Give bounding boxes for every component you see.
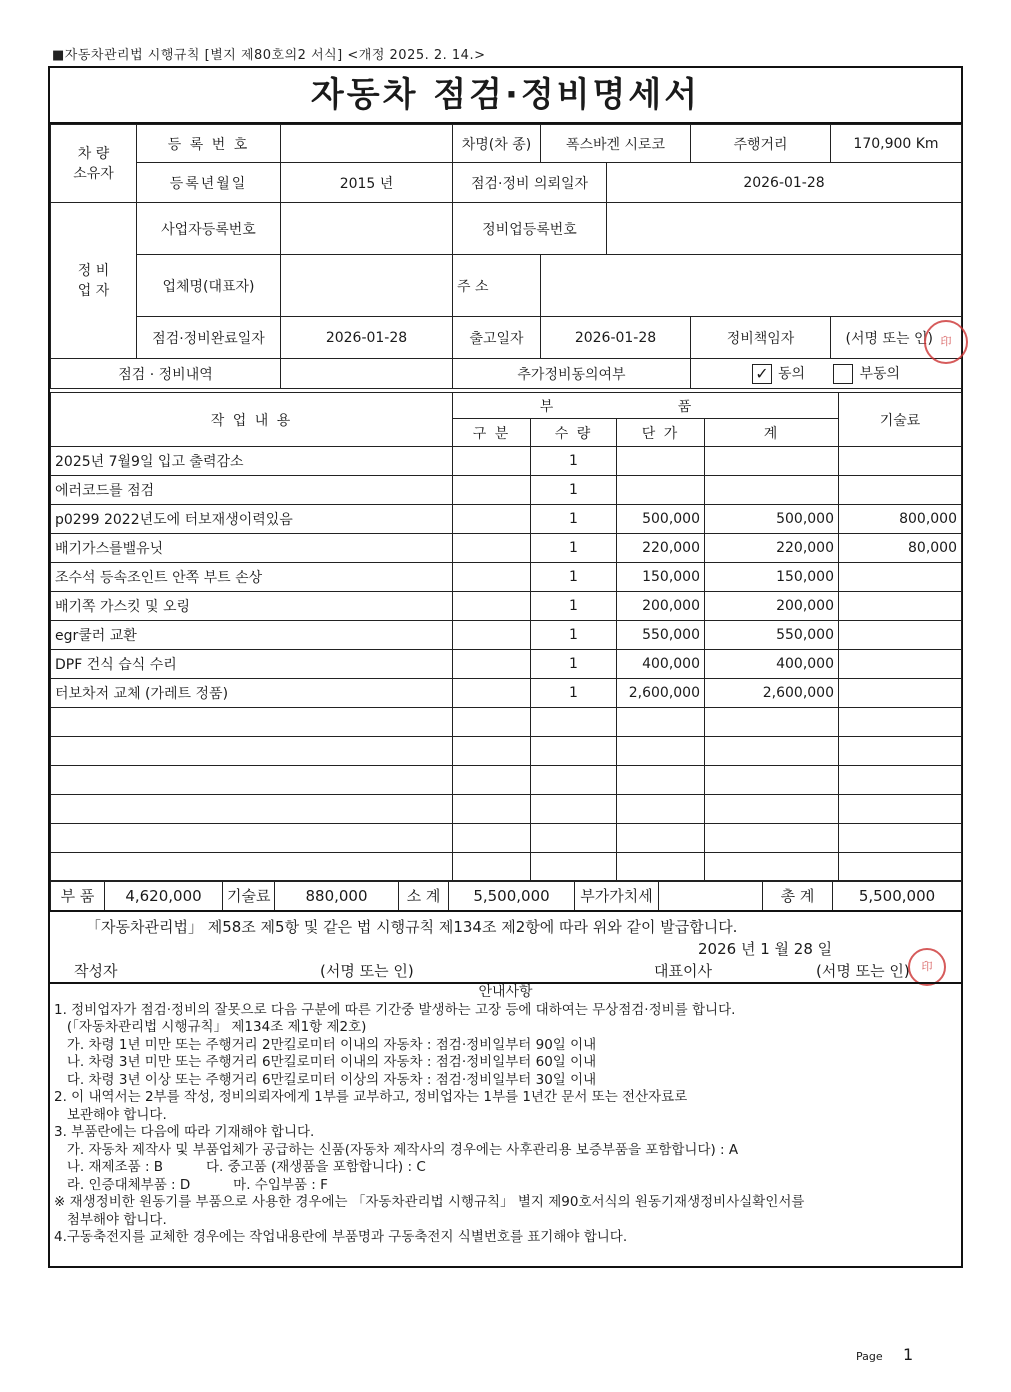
labor-cell [839,824,962,853]
qty-cell [531,766,617,795]
vat-value [659,881,763,911]
table-row [51,621,962,650]
unit-cell: 2,600,000 [617,679,705,708]
notice-line: 가. 차령 1년 미만 또는 주행거리 2만킬로미터 이내의 자동차 : 점검·정비일부터 90일 이내 [54,1036,597,1053]
notice-line: 나. 재제조품 : B 다. 중고품 (재생품을 포함합니다) : C [54,1159,426,1175]
table-row [51,679,962,708]
total-cell [705,476,839,505]
table-row [51,650,962,679]
qty-cell: 1 [531,621,617,650]
type-cell [453,853,531,882]
notice-line: ※ 재생정비한 원동기를 부품으로 사용한 경우에는 「자동차관리법 시행규칙」 별지 제90호서식의 원동기재생정비사실확인서를 [54,1194,805,1210]
complete-date-label: 점검·정비완료일자 [137,317,281,359]
subtotal-label: 소 계 [399,881,449,911]
total-cell: 550,000 [705,621,839,650]
total-cell [705,708,839,737]
parts-header: 부 품 [453,393,839,419]
unit-cell [617,447,705,476]
col-unit: 단 가 [617,419,705,447]
unit-cell: 220,000 [617,534,705,563]
author-label: 작성자 [74,962,118,980]
total-cell [705,824,839,853]
work-cell: 배기쪽 가스킷 및 오링 [51,592,453,621]
address-value [541,255,962,317]
address-label: 주 소 [453,255,541,317]
work-cell: 터보차저 교체 (가레트 정품) [51,679,453,708]
qty-cell: 1 [531,563,617,592]
work-cell [51,853,453,882]
disagree-label: 부동의 [859,366,901,382]
shop-reg-label: 정비업등록번호 [453,203,607,255]
type-cell [453,592,531,621]
notice-lines [50,1002,961,1247]
qty-cell [531,824,617,853]
labor-cell [839,563,962,592]
consent-label: 추가정비동의여부 [453,359,691,389]
work-cell [51,737,453,766]
reg-no-value [281,125,453,163]
work-cell [51,795,453,824]
work-cell [51,824,453,853]
qty-cell [531,708,617,737]
labor-total-value: 880,000 [275,881,399,911]
agree-checkbox[interactable]: ✓ [752,364,772,384]
notice-line: 나. 차령 3년 미만 또는 주행거리 6만킬로미터 이내의 자동차 : 점검·정비일부터 60일 이내 [54,1054,597,1070]
vat-label: 부가가치세 [575,881,659,911]
form-header: ■자동차관리법 시행규칙 [별지 제80호의2 서식] <개정 2025. 2. 14.> [52,48,486,63]
total-cell: 500,000 [705,505,839,534]
work-cell: 에러코드를 점검 [51,476,453,505]
reg-no-label: 등 록 번 호 [137,125,281,163]
labor-cell [839,679,962,708]
work-rows [51,447,962,882]
type-cell [453,824,531,853]
type-cell [453,766,531,795]
biz-no-value [281,203,453,255]
qty-cell: 1 [531,447,617,476]
responsible-label: 정비책임자 [691,317,831,359]
col-type: 구 분 [453,419,531,447]
labor-header: 기술료 [839,393,962,447]
unit-cell: 550,000 [617,621,705,650]
labor-cell [839,650,962,679]
notice-title: 안내사항 [478,984,533,1000]
rep-sign: (서명 또는 인) [816,962,910,980]
notice-line: 다. 차령 3년 이상 또는 주행거리 6만킬로미터 이상의 자동차 : 점검·정비일부터 30일 이내 [54,1071,597,1088]
table-row [51,563,962,592]
unit-cell: 500,000 [617,505,705,534]
parts-total-value: 4,620,000 [105,881,223,911]
shop-reg-value [607,203,962,255]
type-cell [453,737,531,766]
work-cell: 2025년 7월9일 입고 출력감소 [51,447,453,476]
labor-cell [839,737,962,766]
totals-table [50,880,962,911]
total-cell: 400,000 [705,650,839,679]
notice-line: 4.구동축전지를 교체한 경우에는 작업내용란에 부품명과 구동축전지 식별번호를 표기해야 합니다. [54,1229,628,1245]
total-cell [705,795,839,824]
table-row [51,795,962,824]
table-row [51,505,962,534]
complete-date-value: 2026-01-28 [281,317,453,359]
company-value [281,255,453,317]
qty-cell: 1 [531,679,617,708]
type-cell [453,447,531,476]
unit-cell: 400,000 [617,650,705,679]
issue-date: 2026 년 1 월 28 일 [698,940,833,958]
type-cell [453,795,531,824]
notice-line: 보관해야 합니다. [54,1106,167,1123]
unit-cell [617,853,705,882]
work-cell [51,708,453,737]
work-cell: egr쿨러 교환 [51,621,453,650]
labor-cell [839,766,962,795]
reg-date-value: 2015 년 [281,163,453,203]
responsible-sign: (서명 또는 인) [831,317,962,359]
rep-stamp: 印 [908,948,946,986]
labor-cell [839,853,962,882]
car-name-label: 차명(차 종) [453,125,541,163]
type-cell [453,476,531,505]
notice-line: 1. 정비업자가 점검·정비의 잘못으로 다음 구분에 따른 기간중 발생하는 고장 등에 대하여는 무상점검·정비를 합니다. [54,1001,736,1018]
qty-cell: 1 [531,476,617,505]
labor-cell [839,476,962,505]
notice-line: 2. 이 내역서는 2부를 작성, 정비의뢰자에게 1부를 교부하고, 정비업자는 1부를 1년간 문서 또는 전산자료로 [54,1089,688,1105]
type-cell [453,650,531,679]
table-row [51,534,962,563]
work-cell: DPF 건식 습식 수리 [51,650,453,679]
notice-line: 라. 인증대체부품 : D 마. 수입부품 : F [54,1176,328,1193]
grand-total-value: 5,500,000 [833,881,962,911]
agree-label: 동의 [777,366,806,382]
total-cell: 2,600,000 [705,679,839,708]
grand-total-label: 총 계 [763,881,833,911]
info-table [50,124,962,389]
unit-cell: 200,000 [617,592,705,621]
qty-cell: 1 [531,592,617,621]
table-row [51,447,962,476]
total-cell: 220,000 [705,534,839,563]
page-number: 1 [903,1345,914,1364]
notice-line: (「자동차관리법 시행규칙」 제134조 제1항 제2호) [54,1019,367,1035]
mileage-value: 170,900 Km [831,125,962,163]
owner-label: 차 량 소유자 [51,125,137,203]
type-cell [453,708,531,737]
notice-line: 3. 부품란에는 다음에 따라 기재해야 합니다. [54,1124,315,1140]
qty-cell [531,853,617,882]
labor-total-label: 기술료 [223,881,275,911]
reg-date-label: 등록년월일 [137,163,281,203]
work-cell [51,766,453,795]
labor-cell [839,708,962,737]
table-row [51,592,962,621]
work-cell: 배기가스를밸유닛 [51,534,453,563]
release-date-value: 2026-01-28 [541,317,691,359]
biz-no-label: 사업자등록번호 [137,203,281,255]
total-cell [705,447,839,476]
form-container [48,66,963,1268]
col-qty: 수 량 [531,419,617,447]
qty-cell [531,737,617,766]
page-label: Page [856,1350,883,1363]
total-cell [705,853,839,882]
table-row [51,853,962,882]
notice-line: 첨부해야 합니다. [54,1211,167,1228]
request-date-label: 점검·정비 의뢰일자 [453,163,607,203]
company-label: 업체명(대표자) [137,255,281,317]
table-row [51,824,962,853]
author-sign: (서명 또는 인) [320,962,414,980]
qty-cell: 1 [531,505,617,534]
unit-cell [617,766,705,795]
unit-cell [617,795,705,824]
form-title: 자동차 점검·정비명세서 [50,68,961,124]
type-cell [453,621,531,650]
table-row [51,476,962,505]
type-cell [453,563,531,592]
consent-options [691,359,962,389]
total-cell: 200,000 [705,592,839,621]
labor-cell [839,447,962,476]
parts-total-label: 부 품 [51,881,105,911]
mileage-label: 주행거리 [691,125,831,163]
unit-cell: 150,000 [617,563,705,592]
type-cell [453,679,531,708]
unit-cell [617,737,705,766]
notice-line: 가. 자동차 제작사 및 부품업체가 공급하는 신품(자동차 제작사의 경우에는 사후관리용 보증부품을 포함합니다) : A [54,1141,739,1158]
unit-cell [617,708,705,737]
shop-stamp: 印 [924,320,968,364]
work-table [50,392,962,882]
work-cell: p0299 2022년도에 터보재생이력있음 [51,505,453,534]
disagree-checkbox[interactable] [833,364,853,384]
col-total: 계 [705,419,839,447]
subtotal-value: 5,500,000 [449,881,575,911]
qty-cell: 1 [531,650,617,679]
request-date-value: 2026-01-28 [607,163,962,203]
labor-cell: 80,000 [839,534,962,563]
release-date-label: 출고일자 [453,317,541,359]
labor-cell [839,592,962,621]
labor-cell: 800,000 [839,505,962,534]
total-cell: 150,000 [705,563,839,592]
unit-cell [617,476,705,505]
total-cell [705,766,839,795]
table-row [51,766,962,795]
details-label: 점검 · 정비내역 [51,359,281,389]
legal-statement: 「자동차관리법」 제58조 제5항 및 같은 법 시행규칙 제134조 제2항에 따라 위와 같이 발급합니다. [86,918,738,936]
qty-cell [531,795,617,824]
unit-cell [617,824,705,853]
labor-cell [839,621,962,650]
work-header: 작 업 내 용 [51,393,453,447]
shop-label: 정 비 업 자 [51,203,137,359]
qty-cell: 1 [531,534,617,563]
labor-cell [839,795,962,824]
total-cell [705,737,839,766]
legal-section [50,910,961,984]
work-cell: 조수석 등속조인트 안쪽 부트 손상 [51,563,453,592]
table-row [51,708,962,737]
type-cell [453,534,531,563]
table-row [51,737,962,766]
car-name-value: 폭스바겐 시로코 [541,125,691,163]
rep-label: 대표이사 [654,962,712,980]
type-cell [453,505,531,534]
notice-section [50,982,961,1268]
